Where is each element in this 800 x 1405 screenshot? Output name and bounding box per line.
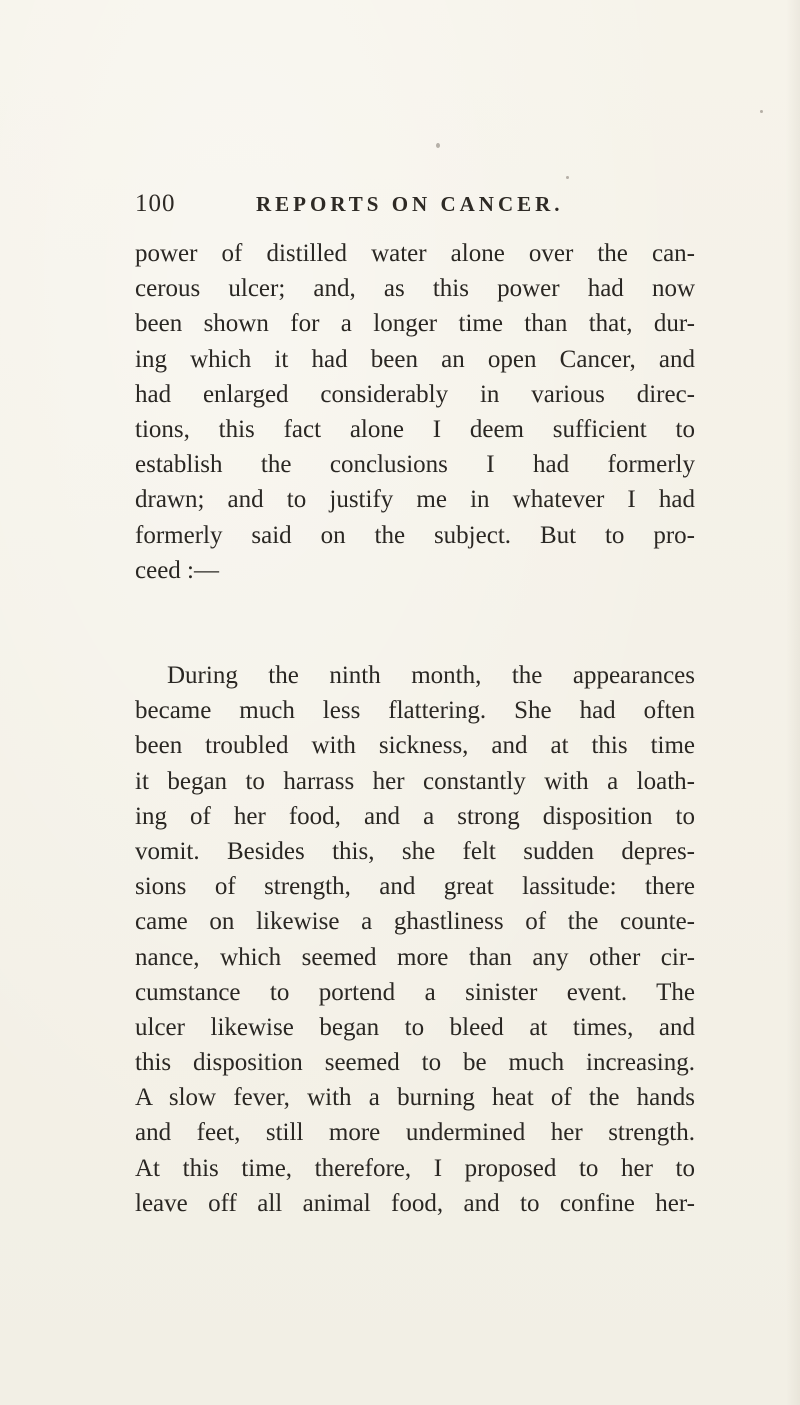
text-line: A slow fever, with a burning heat of the hands: [135, 1084, 695, 1112]
text-line: drawn; and to justify me in whatever I had: [135, 486, 695, 514]
text-line: tions, this fact alone I deem sufficient to: [135, 415, 695, 443]
text-line: ulcer likewise began to bleed at times, and: [135, 1013, 695, 1041]
text-line: During the ninth month, the appearances: [167, 662, 695, 689]
text-line: At this time, therefore, I proposed to her to: [135, 1154, 695, 1182]
ink-speck: [436, 143, 440, 148]
text-line: became much less flattering. She had often: [135, 697, 695, 725]
text-line: been shown for a longer time than that, dur-: [135, 310, 695, 338]
text-line: this disposition seemed to be much increasing.: [135, 1049, 695, 1077]
text-line: formerly said on the subject. But to pro-: [135, 521, 695, 549]
text-line: ceed :—: [135, 556, 219, 584]
text-line: and feet, still more undermined her strength.: [135, 1119, 695, 1147]
paragraph: [135, 658, 695, 1221]
text-line: ing which it had been an open Cancer, and: [135, 345, 695, 373]
text-line: leave off all animal food, and to confine her-: [135, 1189, 695, 1217]
text-line: came on likewise a ghastliness of the counte-: [135, 908, 695, 936]
text-line: had enlarged considerably in various direc-: [135, 380, 695, 408]
text-line: been troubled with sickness, and at this time: [135, 732, 695, 760]
text-line: sions of strength, and great lassitude: there: [135, 873, 695, 901]
page-number: 100: [135, 190, 176, 217]
text-line: cerous ulcer; and, as this power had now: [135, 275, 695, 303]
page-edge-shadow: [786, 0, 800, 1405]
paragraph: [135, 236, 695, 588]
running-header: [135, 190, 655, 220]
text-line: vomit. Besides this, she felt sudden depres-: [135, 837, 695, 865]
text-line: cumstance to portend a sinister event. The: [135, 978, 695, 1006]
text-line: establish the conclusions I had formerly: [135, 451, 695, 479]
text-line: nance, which seemed more than any other cir-: [135, 943, 695, 971]
ink-speck: [566, 176, 569, 179]
text-line: it began to harrass her constantly with a loath-: [135, 767, 695, 795]
running-head-title: REPORTS ON CANCER.: [256, 192, 564, 216]
text-line: power of distilled water alone over the can-: [135, 240, 695, 267]
text-line: ing of her food, and a strong disposition to: [135, 802, 695, 830]
ink-speck: [760, 110, 763, 113]
